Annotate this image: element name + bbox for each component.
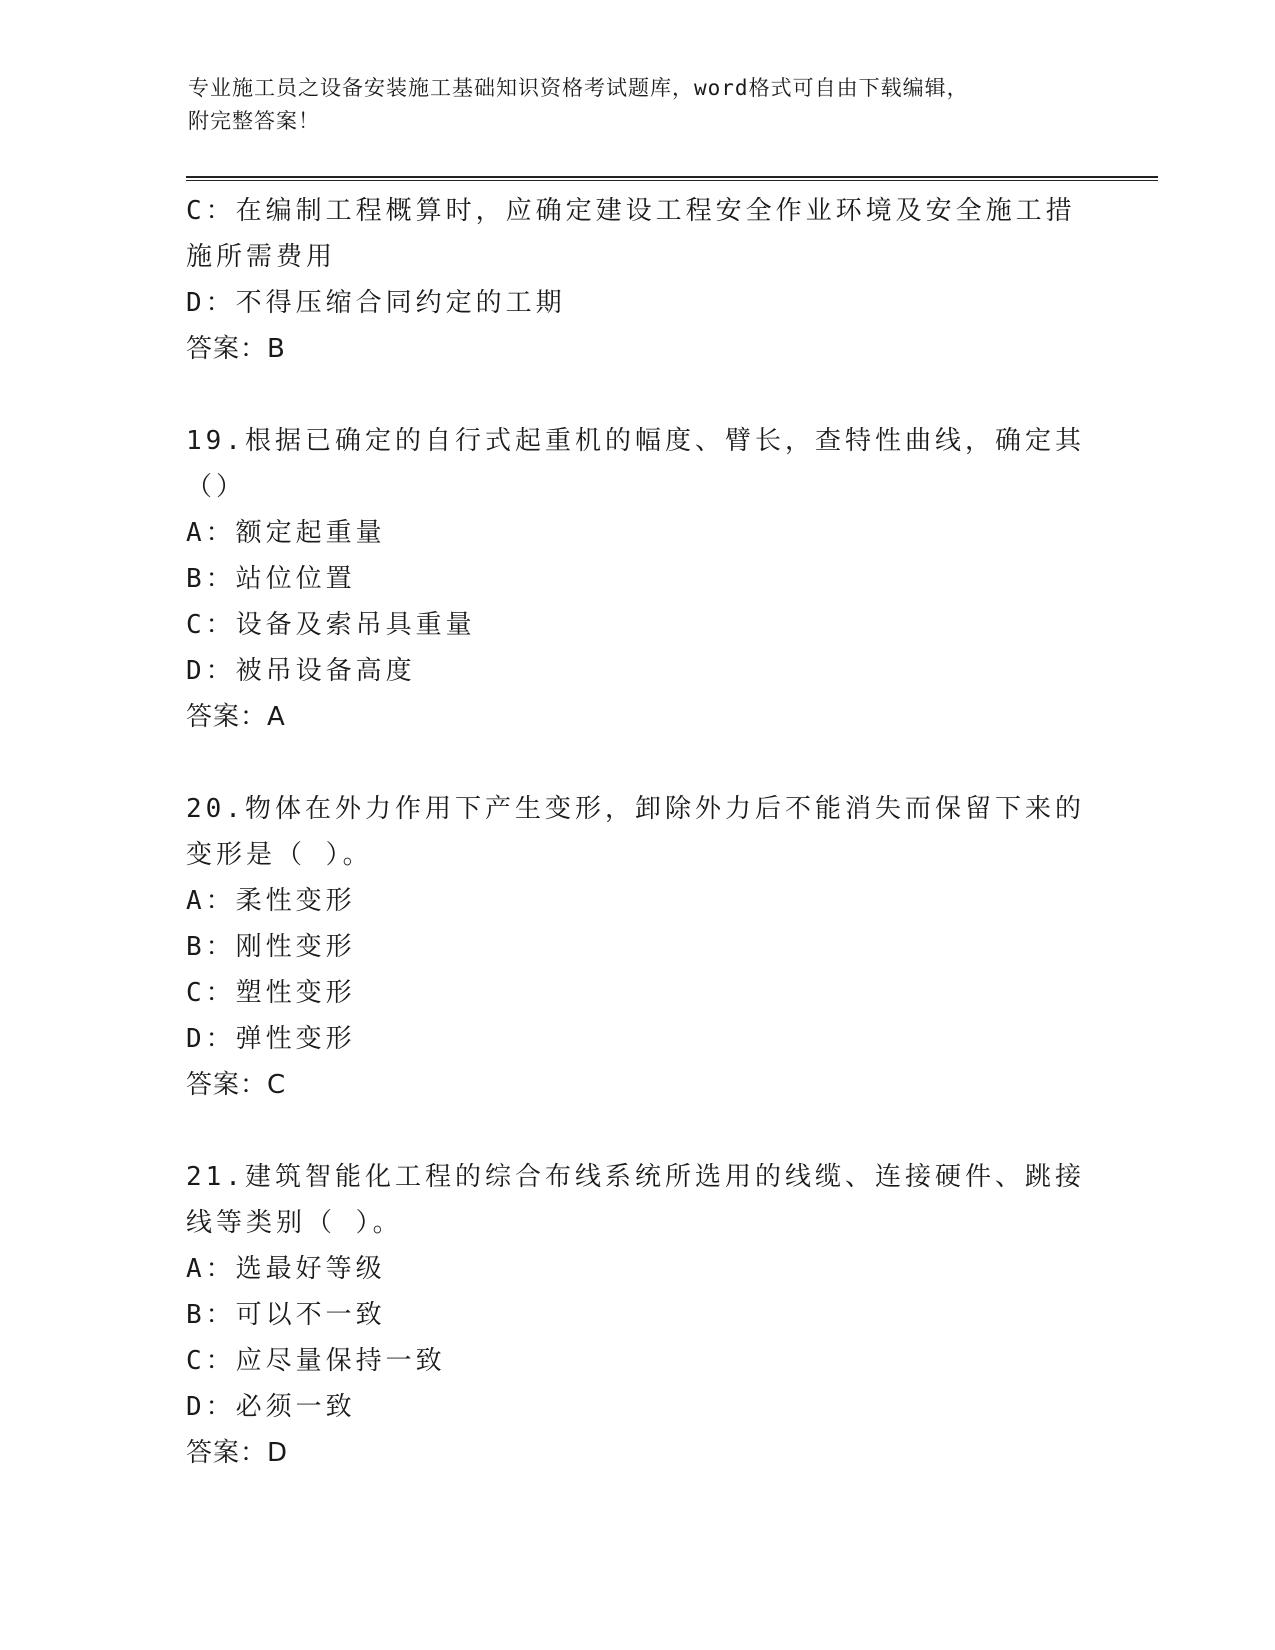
question-text: 20.物体在外力作用下产生变形，卸除外力后不能消失而保留下来的变形是（ ）。 — [186, 794, 1085, 870]
question-20 — [186, 786, 1086, 1108]
previous-question-tail — [186, 188, 1086, 372]
option-c: C：设备及索吊具重量 — [186, 610, 476, 640]
answer-line: 答案：D — [186, 1438, 289, 1468]
question-content — [186, 188, 1086, 1476]
option-c: C：在编制工程概算时，应确定建设工程安全作业环境及安全施工措施所需费用 — [186, 196, 1076, 272]
question-text: 21.建筑智能化工程的综合布线系统所选用的线缆、连接硬件、跳接线等类别（ ）。 — [186, 1162, 1085, 1238]
option-a: A：额定起重量 — [186, 518, 386, 548]
question-text: 19.根据已确定的自行式起重机的幅度、臂长，查特性曲线，确定其（） — [186, 426, 1085, 502]
answer-line: 答案：B — [186, 334, 286, 364]
option-c: C：应尽量保持一致 — [186, 1346, 446, 1376]
answer-line: 答案：A — [186, 702, 286, 732]
option-b: B：站位位置 — [186, 564, 356, 594]
option-d: D：弹性变形 — [186, 1024, 356, 1054]
page-header — [188, 72, 1068, 138]
option-d: D：必须一致 — [186, 1392, 356, 1422]
option-d: D：不得压缩合同约定的工期 — [186, 288, 566, 318]
header-divider — [186, 176, 1158, 181]
option-c: C：塑性变形 — [186, 978, 356, 1008]
header-title-line1: 专业施工员之设备安装施工基础知识资格考试题库，word格式可自由下载编辑， — [188, 76, 969, 100]
option-a: A：选最好等级 — [186, 1254, 386, 1284]
question-19 — [186, 418, 1086, 740]
answer-line: 答案：C — [186, 1070, 287, 1100]
header-title-line2: 附完整答案！ — [188, 109, 320, 133]
option-a: A：柔性变形 — [186, 886, 356, 916]
option-b: B：刚性变形 — [186, 932, 356, 962]
option-b: B：可以不一致 — [186, 1300, 386, 1330]
question-21 — [186, 1154, 1086, 1476]
option-d: D：被吊设备高度 — [186, 656, 416, 686]
